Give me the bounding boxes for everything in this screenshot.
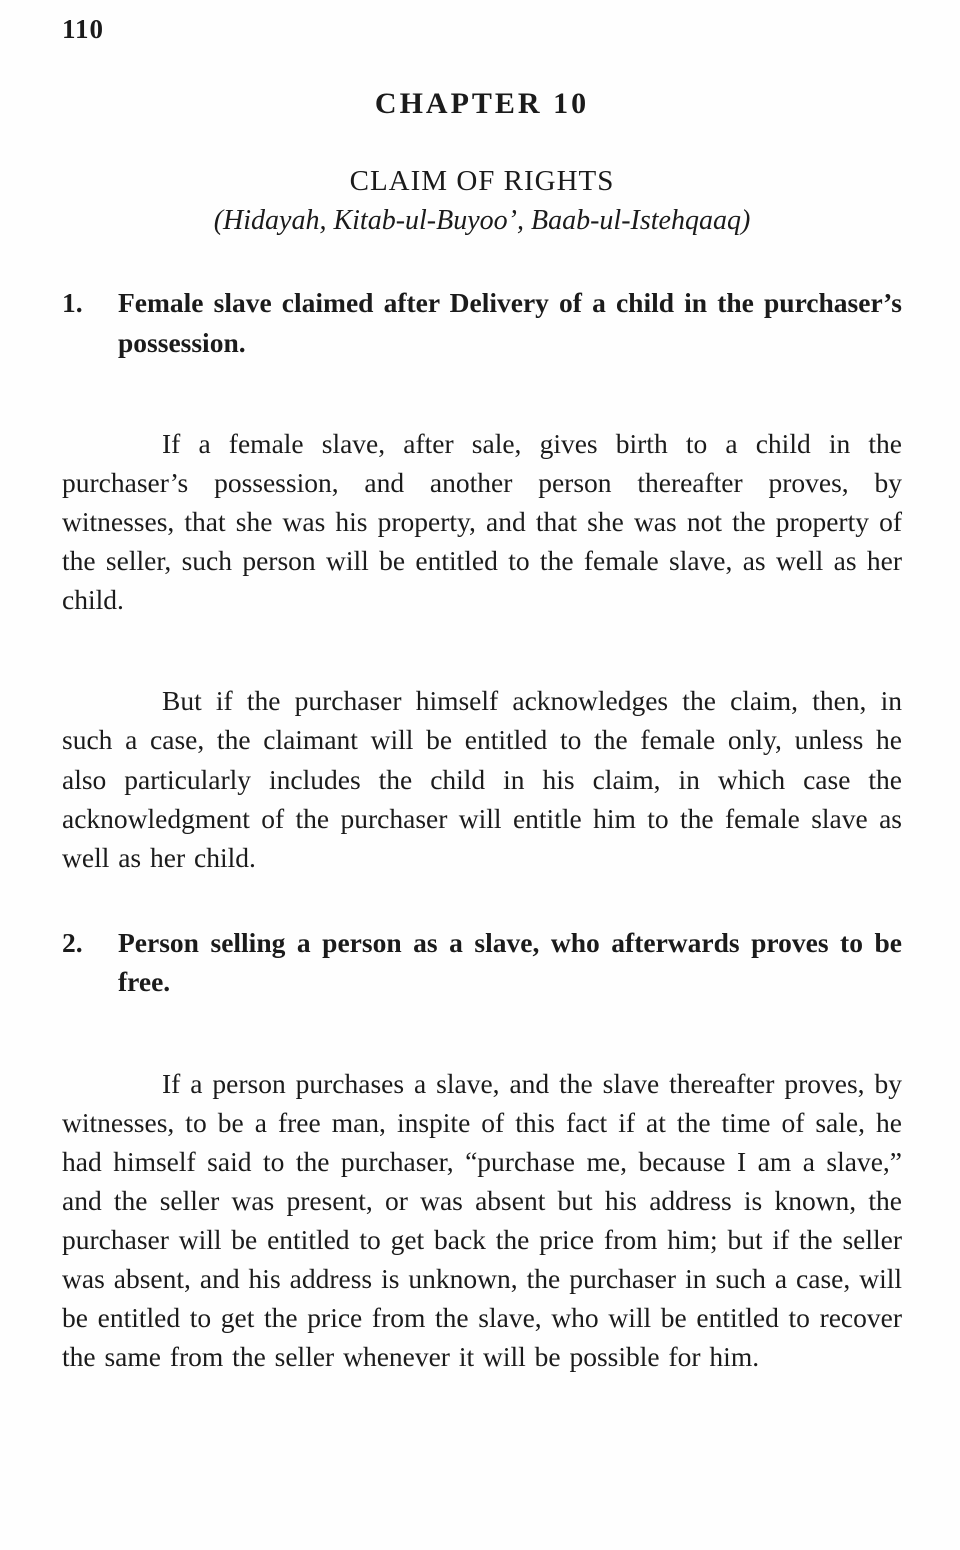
section-2 <box>62 923 902 1377</box>
section-heading-text: Person selling a person as a slave, who afterwards proves to be free. <box>118 926 902 998</box>
section-1-heading <box>62 283 902 362</box>
title-block <box>62 165 902 237</box>
doc-title: CLAIM OF RIGHTS <box>349 165 615 197</box>
paragraph: But if the purchaser himself acknowledges the claim, then, in such a case, the claimant will be entitled to the female only, unless he also particularly includes the child in his claim, in which case the acknowledgment of the purchaser will entitle him to the female slave as well as her child. <box>62 685 902 873</box>
section-2-heading <box>62 923 902 1002</box>
chapter-heading: CHAPTER 10 <box>374 87 590 120</box>
paragraph: If a female slave, after sale, gives birth to a child in the purchaser’s possession, and another person thereafter proves, by witnesses, that she was his property, and that she was not the property of the seller, such person will be entitled to the female slave, as well as her child. <box>62 428 902 616</box>
section-heading-text: Female slave claimed after Delivery of a child in the purchaser’s possession. <box>118 287 902 358</box>
section-number: 2. <box>62 926 83 958</box>
doc-subtitle: (Hidayah, Kitab-ul-Buyoo’, Baab-ul-Istehqaaq) <box>213 205 751 236</box>
paragraph: If a person purchases a slave, and the slave thereafter proves, by witnesses, to be a free man, inspite of this fact if at the time of sale, he had himself said to the purchaser, “purchase me, because I am a slave,” and the seller was present, or was absent but his address is known, the purchaser will be entitled to get back the price from him; but if the seller was absent, and his address is unknown, the purchaser in such a case, will be entitled to get the price from the slave, who will be entitled to recover the same from the seller whenever it will be possible for him. <box>62 1067 902 1373</box>
section-number: 1. <box>62 287 83 318</box>
page-number: 110 <box>62 14 105 44</box>
section-1 <box>62 283 902 877</box>
